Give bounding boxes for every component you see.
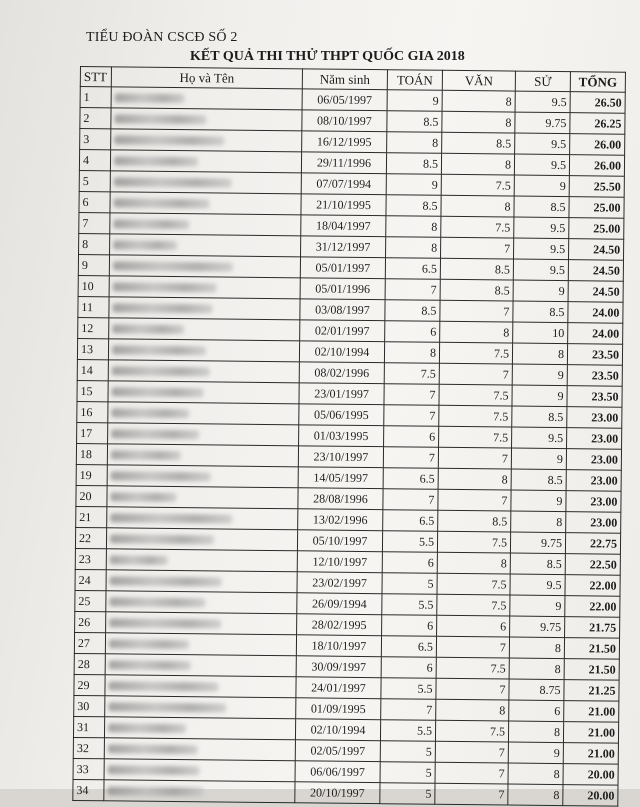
row-toan: 6 xyxy=(384,426,439,448)
row-van: 7.5 xyxy=(439,426,512,448)
row-name xyxy=(104,738,295,761)
row-dob: 06/05/1997 xyxy=(302,89,387,111)
row-toan: 8 xyxy=(384,342,439,364)
row-su: 9.5 xyxy=(514,217,569,239)
row-stt: 27 xyxy=(74,632,105,653)
row-name xyxy=(106,612,297,635)
row-van: 7 xyxy=(438,489,511,511)
redacted-name xyxy=(114,157,198,167)
row-stt: 21 xyxy=(76,506,107,527)
row-van: 8 xyxy=(437,552,510,574)
row-stt: 7 xyxy=(79,212,110,233)
row-tong: 22.00 xyxy=(565,575,620,597)
row-stt: 24 xyxy=(75,569,106,590)
redacted-name xyxy=(114,178,232,188)
row-van: 7.5 xyxy=(436,657,509,679)
row-stt: 28 xyxy=(74,653,105,674)
results-table-wrapper xyxy=(72,66,626,807)
row-dob: 28/08/1996 xyxy=(298,488,383,510)
row-dob: 24/01/1997 xyxy=(296,677,381,699)
row-name xyxy=(106,591,297,614)
row-name xyxy=(110,150,301,173)
row-dob: 21/10/1995 xyxy=(301,194,386,216)
row-su: 9 xyxy=(512,364,567,386)
row-toan: 5 xyxy=(380,783,435,805)
row-toan: 6 xyxy=(382,615,437,637)
row-name xyxy=(107,444,298,467)
row-van: 7 xyxy=(440,300,513,322)
row-toan: 7 xyxy=(384,384,439,406)
row-toan: 7 xyxy=(385,279,440,301)
row-dob: 28/02/1995 xyxy=(297,614,382,636)
redacted-name xyxy=(113,220,189,230)
row-toan: 5 xyxy=(382,573,437,595)
row-van: 7 xyxy=(438,447,511,469)
row-dob: 18/10/1997 xyxy=(296,635,381,657)
row-su: 8 xyxy=(509,658,564,680)
row-su: 6 xyxy=(509,700,564,722)
row-tong: 23.50 xyxy=(567,386,622,408)
row-tong: 21.00 xyxy=(564,701,619,723)
row-dob: 29/11/1996 xyxy=(301,152,386,174)
row-stt: 29 xyxy=(74,674,105,695)
row-van: 7 xyxy=(436,678,509,700)
row-name xyxy=(111,129,302,152)
row-su: 9.5 xyxy=(514,154,569,176)
row-dob: 01/03/1995 xyxy=(299,425,384,447)
row-su: 9 xyxy=(511,490,566,512)
row-stt: 30 xyxy=(74,695,105,716)
row-van: 7.5 xyxy=(437,531,510,553)
row-name xyxy=(110,234,301,257)
row-dob: 05/10/1997 xyxy=(297,530,382,552)
row-van: 8 xyxy=(440,321,513,343)
redacted-name xyxy=(109,619,221,629)
row-stt: 5 xyxy=(79,170,110,191)
unit-name: TIỂU ĐOÀN CSCĐ SỐ 2 xyxy=(86,30,238,45)
row-su: 10 xyxy=(513,322,568,344)
row-tong: 22.00 xyxy=(565,596,620,618)
row-dob: 20/10/1997 xyxy=(295,782,380,804)
redacted-name xyxy=(108,682,218,692)
row-stt: 34 xyxy=(73,779,104,800)
row-su: 8.5 xyxy=(512,406,567,428)
row-toan: 7.5 xyxy=(384,363,439,385)
row-toan: 8 xyxy=(387,132,442,154)
row-su: 8.5 xyxy=(513,301,568,323)
redacted-name xyxy=(110,493,176,503)
row-name xyxy=(104,759,295,782)
row-van: 7 xyxy=(436,636,509,658)
row-name xyxy=(109,318,300,341)
row-stt: 4 xyxy=(79,150,110,171)
row-stt: 18 xyxy=(76,443,107,464)
row-dob: 08/02/1996 xyxy=(299,362,384,384)
row-su: 9.5 xyxy=(515,133,570,155)
row-tong: 21.00 xyxy=(563,722,618,744)
redacted-name xyxy=(110,514,232,524)
row-su: 8.5 xyxy=(510,553,565,575)
row-tong: 26.25 xyxy=(570,113,625,135)
row-toan: 5.5 xyxy=(380,720,435,742)
redacted-name xyxy=(108,724,186,734)
row-name xyxy=(111,87,302,110)
row-dob: 02/01/1997 xyxy=(300,320,385,342)
row-stt: 16 xyxy=(77,401,108,422)
row-van: 8 xyxy=(441,195,514,217)
row-su: 9.75 xyxy=(510,532,565,554)
row-van: 7.5 xyxy=(437,573,510,595)
redacted-name xyxy=(111,430,199,440)
row-toan: 6.5 xyxy=(381,636,436,658)
col-header-su: SỬ xyxy=(515,71,570,92)
row-dob: 06/06/1997 xyxy=(295,761,380,783)
row-toan: 9 xyxy=(387,90,442,112)
row-van: 8.5 xyxy=(440,258,513,280)
row-dob: 30/09/1997 xyxy=(296,656,381,678)
row-su: 9 xyxy=(513,280,568,302)
row-tong: 21.50 xyxy=(564,638,619,660)
row-van: 7.5 xyxy=(439,405,512,427)
row-name xyxy=(105,675,296,698)
results-table xyxy=(72,66,626,807)
row-dob: 16/12/1995 xyxy=(302,131,387,153)
row-su: 9 xyxy=(510,595,565,617)
row-toan: 6.5 xyxy=(383,468,438,490)
row-tong: 23.00 xyxy=(567,407,622,429)
row-stt: 3 xyxy=(80,129,111,150)
row-name xyxy=(107,486,298,509)
row-name xyxy=(105,654,296,677)
row-su: 8 xyxy=(512,343,567,365)
row-dob: 05/01/1997 xyxy=(300,257,385,279)
row-van: 7.5 xyxy=(441,216,514,238)
row-van: 8.5 xyxy=(442,132,515,154)
row-name xyxy=(108,381,299,404)
row-su: 8.5 xyxy=(511,469,566,491)
row-su: 9.5 xyxy=(513,259,568,281)
row-name xyxy=(109,297,300,320)
row-dob: 23/02/1997 xyxy=(297,572,382,594)
row-dob: 12/10/1997 xyxy=(297,551,382,573)
row-name xyxy=(110,171,301,194)
row-van: 8 xyxy=(441,153,514,175)
row-name xyxy=(109,255,300,278)
row-dob: 02/05/1997 xyxy=(295,740,380,762)
page-title: KẾT QUẢ THI THỬ THPT QUỐC GIA 2018 xyxy=(190,49,465,64)
row-dob: 23/01/1997 xyxy=(299,383,384,405)
row-toan: 5 xyxy=(380,741,435,763)
row-name xyxy=(106,528,297,551)
row-name xyxy=(105,633,296,656)
row-tong: 23.50 xyxy=(567,344,622,366)
row-toan: 8.5 xyxy=(387,111,442,133)
row-van: 7 xyxy=(441,237,514,259)
row-su: 8 xyxy=(508,784,563,806)
col-header-stt: STT xyxy=(80,67,111,87)
row-van: 8 xyxy=(438,468,511,490)
redacted-name xyxy=(111,409,189,419)
redacted-name xyxy=(110,577,222,587)
row-van: 7 xyxy=(439,363,512,385)
row-tong: 25.00 xyxy=(569,218,624,240)
row-su: 9.5 xyxy=(514,238,569,260)
redacted-name xyxy=(113,241,177,251)
col-header-toan: TOÁN xyxy=(387,70,442,91)
row-name xyxy=(109,276,300,299)
row-van: 7 xyxy=(435,783,508,805)
row-toan: 7 xyxy=(384,405,439,427)
row-stt: 31 xyxy=(73,716,104,737)
row-su: 9.75 xyxy=(510,616,565,638)
row-dob: 31/12/1997 xyxy=(301,236,386,258)
row-stt: 1 xyxy=(80,87,111,108)
row-su: 9.75 xyxy=(515,112,570,134)
row-van: 8.5 xyxy=(438,510,511,532)
redacted-name xyxy=(112,346,206,356)
row-dob: 02/10/1994 xyxy=(299,341,384,363)
row-dob: 13/02/1996 xyxy=(298,509,383,531)
row-toan: 5.5 xyxy=(382,531,437,553)
row-van: 7 xyxy=(435,762,508,784)
row-stt: 6 xyxy=(79,191,110,212)
row-tong: 22.50 xyxy=(565,554,620,576)
row-dob: 23/10/1997 xyxy=(298,446,383,468)
row-toan: 6 xyxy=(382,552,437,574)
row-tong: 26.50 xyxy=(570,92,625,114)
row-tong: 24.50 xyxy=(568,239,623,261)
row-toan: 6.5 xyxy=(385,258,440,280)
row-stt: 11 xyxy=(78,296,109,317)
row-van: 8 xyxy=(436,699,509,721)
row-name xyxy=(110,192,301,215)
row-tong: 20.00 xyxy=(563,764,618,786)
row-tong: 21.50 xyxy=(564,659,619,681)
redacted-name xyxy=(108,703,226,713)
row-dob: 05/01/1996 xyxy=(300,278,385,300)
row-toan: 7 xyxy=(383,447,438,469)
row-dob: 26/09/1994 xyxy=(297,593,382,615)
row-name xyxy=(107,465,298,488)
redacted-name xyxy=(112,325,184,335)
row-van: 7 xyxy=(435,741,508,763)
redacted-name xyxy=(110,556,168,566)
row-toan: 8 xyxy=(386,237,441,259)
redacted-name xyxy=(113,262,233,272)
row-tong: 25.50 xyxy=(569,176,624,198)
row-name xyxy=(105,696,296,719)
row-su: 9 xyxy=(508,742,563,764)
row-toan: 6 xyxy=(381,657,436,679)
redacted-name xyxy=(112,367,210,377)
redacted-name xyxy=(111,451,181,461)
table-body xyxy=(73,87,625,807)
row-stt: 25 xyxy=(75,590,106,611)
row-su: 9 xyxy=(514,175,569,197)
col-header-dob: Năm sinh xyxy=(302,69,387,90)
row-dob: 08/10/1997 xyxy=(302,110,387,132)
row-dob: 05/06/1995 xyxy=(299,404,384,426)
row-su: 9.5 xyxy=(515,91,570,113)
row-name xyxy=(110,213,301,236)
row-tong: 24.50 xyxy=(568,260,623,282)
row-su: 8.5 xyxy=(514,196,569,218)
row-stt: 19 xyxy=(76,464,107,485)
row-dob: 18/04/1997 xyxy=(301,215,386,237)
redacted-name xyxy=(114,115,206,125)
row-su: 9 xyxy=(511,448,566,470)
row-name xyxy=(107,507,298,530)
row-toan: 8.5 xyxy=(385,300,440,322)
row-tong: 25.00 xyxy=(569,197,624,219)
row-stt: 13 xyxy=(77,338,108,359)
redacted-name xyxy=(108,766,200,776)
row-tong: 21.25 xyxy=(564,680,619,702)
row-name xyxy=(111,108,302,131)
row-tong: 23.00 xyxy=(567,428,622,450)
row-van: 7.5 xyxy=(441,174,514,196)
row-su: 9.5 xyxy=(510,574,565,596)
row-toan: 8.5 xyxy=(386,195,441,217)
row-van: 8 xyxy=(442,111,515,133)
row-toan: 7 xyxy=(383,489,438,511)
row-stt: 9 xyxy=(78,254,109,275)
row-su: 8 xyxy=(508,721,563,743)
row-dob: 02/10/1994 xyxy=(295,719,380,741)
row-dob: 03/08/1997 xyxy=(300,299,385,321)
row-name xyxy=(108,339,299,362)
row-tong: 23.50 xyxy=(567,365,622,387)
row-toan: 8 xyxy=(386,216,441,238)
redacted-name xyxy=(114,136,224,146)
row-name xyxy=(104,780,295,803)
row-toan: 8.5 xyxy=(386,153,441,175)
row-name xyxy=(106,549,297,572)
redacted-name xyxy=(114,199,210,209)
row-stt: 15 xyxy=(77,380,108,401)
row-tong: 24.00 xyxy=(568,323,623,345)
col-header-name: Họ và Tên xyxy=(111,67,302,89)
redacted-name xyxy=(109,598,205,608)
row-dob: 14/05/1997 xyxy=(298,467,383,489)
row-van: 7.5 xyxy=(439,342,512,364)
row-su: 9.5 xyxy=(512,427,567,449)
col-header-van: VĂN xyxy=(442,70,515,91)
redacted-name xyxy=(108,745,198,755)
row-su: 8 xyxy=(511,511,566,533)
row-tong: 26.00 xyxy=(570,134,625,156)
row-van: 6 xyxy=(437,615,510,637)
col-header-tong: TỔNG xyxy=(570,72,625,93)
row-van: 8 xyxy=(442,90,515,112)
row-name xyxy=(108,402,299,425)
row-su: 8.75 xyxy=(509,679,564,701)
row-toan: 6 xyxy=(385,321,440,343)
row-toan: 5.5 xyxy=(382,594,437,616)
redacted-name xyxy=(111,472,211,482)
table-row xyxy=(73,779,618,806)
row-stt: 2 xyxy=(80,108,111,129)
row-tong: 24.50 xyxy=(568,281,623,303)
row-stt: 26 xyxy=(75,611,106,632)
redacted-name xyxy=(112,388,204,398)
row-name xyxy=(106,570,297,593)
row-name xyxy=(108,423,299,446)
redacted-name xyxy=(109,640,189,650)
row-toan: 5 xyxy=(380,762,435,784)
row-toan: 7 xyxy=(381,699,436,721)
row-su: 8 xyxy=(509,637,564,659)
row-stt: 23 xyxy=(75,548,106,569)
row-van: 7.5 xyxy=(439,384,512,406)
row-tong: 21.75 xyxy=(565,617,620,639)
row-tong: 23.00 xyxy=(566,512,621,534)
row-tong: 20.00 xyxy=(563,785,618,807)
row-tong: 21.00 xyxy=(563,743,618,765)
row-tong: 23.00 xyxy=(566,449,621,471)
redacted-name xyxy=(110,535,214,545)
redacted-name xyxy=(109,661,191,671)
redacted-name xyxy=(115,94,185,104)
row-tong: 23.00 xyxy=(566,470,621,492)
row-tong: 26.00 xyxy=(569,155,624,177)
redacted-name xyxy=(107,787,203,797)
redacted-name xyxy=(113,283,217,293)
row-tong: 23.00 xyxy=(566,491,621,513)
row-dob: 01/09/1995 xyxy=(296,698,381,720)
row-toan: 9 xyxy=(386,174,441,196)
row-su: 8 xyxy=(508,763,563,785)
row-stt: 8 xyxy=(79,233,110,254)
row-name xyxy=(108,360,299,383)
row-stt: 10 xyxy=(78,275,109,296)
row-van: 7.5 xyxy=(435,720,508,742)
row-toan: 6.5 xyxy=(383,510,438,532)
row-stt: 22 xyxy=(75,527,106,548)
row-dob: 07/07/1994 xyxy=(301,173,386,195)
row-stt: 20 xyxy=(76,485,107,506)
row-stt: 12 xyxy=(78,317,109,338)
row-stt: 33 xyxy=(73,758,104,779)
row-su: 9 xyxy=(512,385,567,407)
row-name xyxy=(104,717,295,740)
row-stt: 32 xyxy=(73,737,104,758)
row-tong: 24.00 xyxy=(568,302,623,324)
row-stt: 17 xyxy=(77,422,108,443)
redacted-name xyxy=(112,304,212,314)
row-tong: 22.75 xyxy=(565,533,620,555)
row-stt: 14 xyxy=(77,359,108,380)
row-van: 7.5 xyxy=(437,594,510,616)
row-van: 8.5 xyxy=(440,279,513,301)
row-toan: 5.5 xyxy=(381,678,436,700)
